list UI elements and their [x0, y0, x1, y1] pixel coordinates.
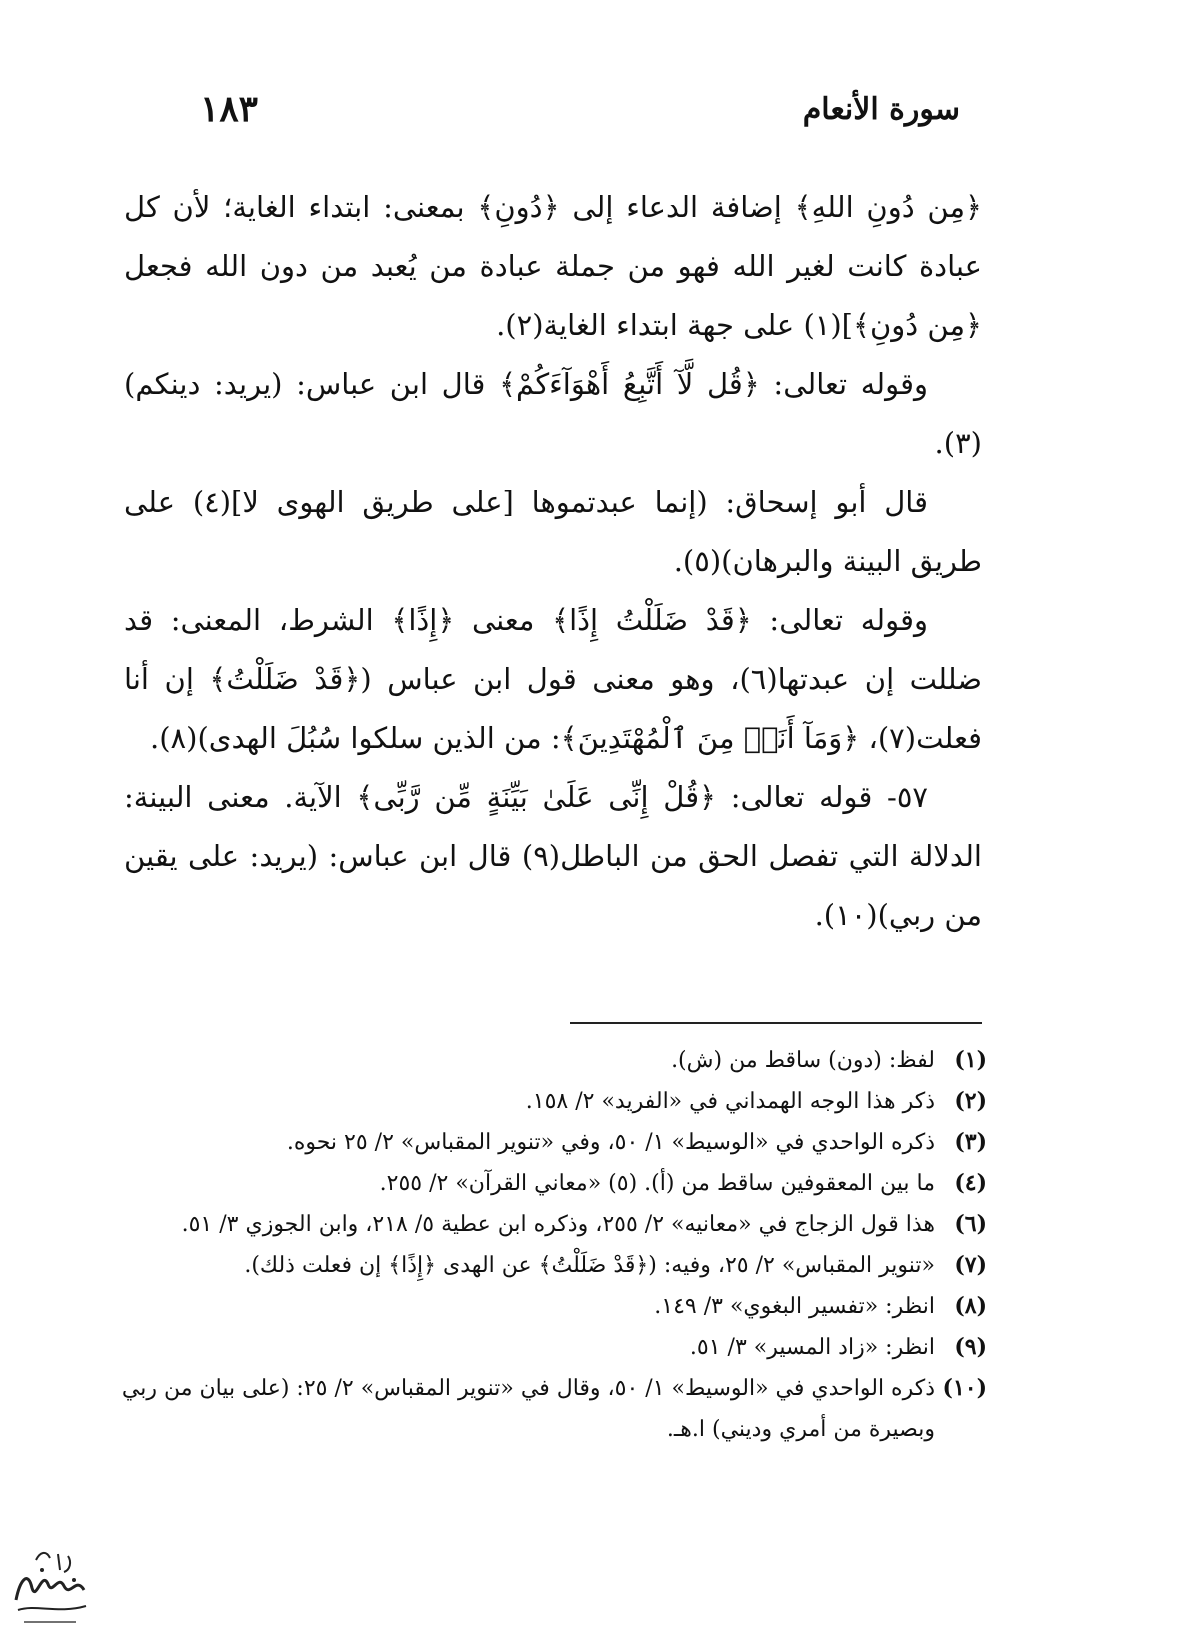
footnote — [112, 1122, 987, 1163]
paragraph: قال أبو إسحاق: (إنما عبدتموها [على طريق الهوى لا](٤) على طريق البينة والبرهان)(٥). — [124, 485, 982, 578]
footnote-number: (٧) — [954, 1252, 987, 1278]
main-text — [124, 178, 982, 945]
footnote-number: (١) — [954, 1047, 987, 1073]
footnote-text: هذا قول الزجاج في «معانيه» ٢/ ٢٥٥، وذكره ابن عطية ٥/ ٢١٨، وابن الجوزي ٣/ ٥١. — [181, 1212, 935, 1237]
paragraph: وقوله تعالى: ﴿قُل لَّآ أَتَّبِعُ أَهْوَآءَكُمْ﴾ قال ابن عباس: (يريد: دينكم)(٣). — [124, 367, 982, 460]
footnote-number: (٨) — [954, 1293, 987, 1319]
footnote-text: ذكر هذا الوجه الهمداني في «الفريد» ٢/ ١٥٨. — [525, 1089, 935, 1114]
paragraph: ﴿مِن دُونِ اللهِ﴾ إضافة الدعاء إلى ﴿دُونِ﴾ بمعنى: ابتداء الغاية؛ لأن كل عبادة كانت لغير الله فهو من جملة عبادة من يُعبد من دون الله فجعل ﴿مِن دُونِ﴾](١) على جهة ابتداء الغاية(٢). — [124, 190, 982, 342]
paragraph: وقوله تعالى: ﴿قَدْ ضَلَلْتُ إِذًا﴾ معنى ﴿إِذًا﴾ الشرط، المعنى: قد ضللت إن عبدتها(٦)، وهو معنى قول ابن عباس (﴿قَدْ ضَلَلْتُ﴾ إن أنا فعلت(٧)، ﴿وَمَآ أَنَا۠ مِنَ ٱلْمُهْتَدِينَ﴾: من الذين سلكوا سُبُلَ الهدى)(٨). — [124, 603, 982, 755]
footnote — [112, 1286, 987, 1327]
footnote-text: انظر: «زاد المسير» ٣/ ٥١. — [689, 1335, 935, 1360]
footnote — [112, 1368, 987, 1450]
footnote-text: ذكره الواحدي في «الوسيط» ١/ ٥٠، وفي «تنوير المقباس» ٢/ ٢٥ نحوه. — [286, 1130, 935, 1155]
footnote — [112, 1204, 987, 1245]
footnote-divider — [570, 1022, 982, 1024]
footnotes — [112, 1040, 987, 1450]
page-number: ١٨٣ — [200, 88, 259, 130]
footnote — [112, 1040, 987, 1081]
surah-title: سورة الأنعام — [802, 92, 960, 127]
footnote-text: لفظ: (دون) ساقط من (ش). — [671, 1048, 935, 1073]
footnote-number: (٤) — [954, 1170, 987, 1196]
paragraph: ٥٧- قوله تعالى: ﴿قُلْ إِنِّى عَلَىٰ بَيِّنَةٍ مِّن رَّبِّى﴾ الآية. معنى البينة: الدلالة التي تفصل الحق من الباطل(٩) قال ابن عباس: (يريد: على يقين من ربي)(١٠). — [124, 780, 982, 932]
footnote — [112, 1081, 987, 1122]
footnote-number: (٢) — [954, 1088, 987, 1114]
footnote-number: (٦) — [954, 1211, 987, 1237]
footnote-number: (١٠) — [942, 1375, 987, 1401]
footnote-text: انظر: «تفسير البغوي» ٣/ ١٤٩. — [654, 1294, 935, 1319]
footnote — [112, 1327, 987, 1368]
footnote — [112, 1245, 987, 1286]
library-seal-icon — [6, 1540, 94, 1636]
footnote-text: ما بين المعقوفين ساقط من (أ). (٥) «معاني القرآن» ٢/ ٢٥٥. — [379, 1171, 935, 1196]
footnote-number: (٣) — [954, 1129, 987, 1155]
footnote-number: (٩) — [954, 1334, 987, 1360]
footnote — [112, 1163, 987, 1204]
footnote-text: ذكره الواحدي في «الوسيط» ١/ ٥٠، وقال في «تنوير المقباس» ٢/ ٢٥: (على بيان من ربي وبصيرة من أمري وديني) ا.هـ. — [121, 1376, 935, 1442]
footnote-text: «تنوير المقباس» ٢/ ٢٥، وفيه: (﴿قَدْ ضَلَلْتُ﴾ عن الهدى ﴿إِذًا﴾ إن فعلت ذلك). — [244, 1253, 935, 1278]
page-header — [200, 88, 960, 142]
